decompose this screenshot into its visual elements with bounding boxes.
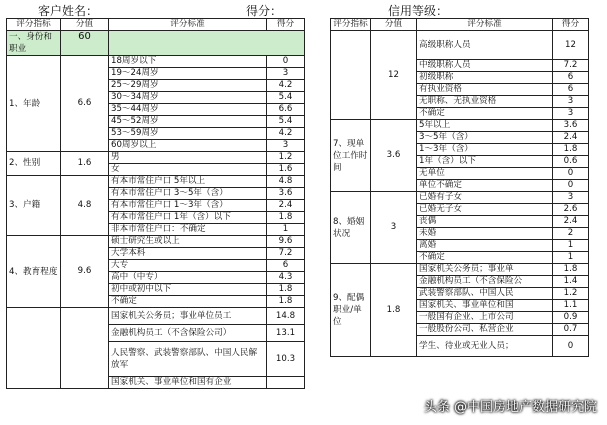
score-cell: 2.4	[267, 200, 305, 212]
standard-cell: 一般股份公司、私营企业	[417, 324, 553, 336]
score-cell: 2	[553, 228, 589, 240]
score-cell: 1.4	[553, 276, 589, 288]
left-header-row	[7, 19, 305, 31]
value-hukou: 4.8	[61, 176, 109, 236]
score-cell: 0	[553, 168, 589, 180]
standard-cell: 3～5年（含）	[417, 132, 553, 144]
score-cell: 7.2	[267, 248, 305, 260]
score-cell: 3	[553, 96, 589, 108]
col-standard: 评分标准	[109, 19, 267, 31]
score-cell: 9.6	[267, 236, 305, 248]
value-age: 6.6	[61, 56, 109, 152]
indicator-job	[7, 308, 61, 389]
score-cell: 4.2	[267, 80, 305, 92]
score-label: 得分：	[246, 4, 283, 18]
score-cell: 4.2	[267, 128, 305, 140]
score-cell: 1.6	[267, 164, 305, 176]
standard-cell: 不确定	[109, 296, 267, 308]
standard-cell: 学生、待业或无业人员；	[417, 336, 553, 357]
col-value: 分值	[61, 19, 109, 31]
standard-cell: 已婚有子女	[417, 192, 553, 204]
col-score: 得分	[553, 19, 589, 31]
col-standard: 评分标准	[417, 19, 553, 31]
standard-cell: 有本市常住户口 1年（含）以下	[109, 212, 267, 224]
score-cell: 1	[553, 252, 589, 264]
category-name: 一、身份和职业	[7, 31, 61, 56]
score-cell: 10.3	[267, 342, 305, 377]
col-indicator: 评分指标	[7, 19, 61, 31]
standard-cell: 18周岁以下	[109, 56, 267, 68]
standard-cell: 国家机关公务员；事业单位员工	[109, 308, 267, 325]
standard-cell: 初中或初中以下	[109, 284, 267, 296]
standard-cell: 不确定	[417, 108, 553, 120]
standard-cell: 已婚无子女	[417, 204, 553, 216]
standard-cell: 有本市常住户口 3～5年（含）	[109, 188, 267, 200]
indicator-worktime: 7、现单位工作时间	[331, 120, 371, 192]
indicator-hukou: 3、户籍	[7, 176, 61, 236]
standard-cell: 初级职称	[417, 72, 553, 84]
table-row	[7, 56, 305, 68]
score-cell: 1.2	[267, 152, 305, 164]
score-cell: 13.1	[267, 325, 305, 342]
table-row	[7, 176, 305, 188]
standard-cell: 高中（中专）	[109, 272, 267, 284]
score-cell: 5.4	[267, 92, 305, 104]
category-row	[7, 31, 305, 56]
score-cell	[267, 377, 305, 389]
standard-cell: 国家机关公务员；事业单	[417, 264, 553, 276]
standard-cell: 大学本科	[109, 248, 267, 260]
indicator-education: 4、教育程度	[7, 236, 61, 308]
category-blank	[109, 31, 305, 56]
score-cell: 1.8	[267, 284, 305, 296]
score-cell: 0	[553, 336, 589, 357]
standard-cell: 35～44周岁	[109, 104, 267, 116]
score-cell: 3	[267, 68, 305, 80]
standard-cell: 无职称、无执业资格	[417, 96, 553, 108]
score-cell: 3.6	[267, 188, 305, 200]
standard-cell: 金融机构员工（不含保险公司）	[109, 325, 267, 342]
standard-cell: 国家机关、事业单位和国有企业	[109, 377, 267, 389]
value-gender: 1.6	[61, 152, 109, 176]
right-header-row	[331, 19, 589, 31]
score-cell: 2.4	[553, 132, 589, 144]
indicator-title	[331, 31, 371, 120]
standard-cell: 19～24周岁	[109, 68, 267, 80]
standard-cell: 25～29周岁	[109, 80, 267, 92]
col-score: 得分	[267, 19, 305, 31]
score-cell: 1.8	[267, 212, 305, 224]
indicator-marriage: 8、婚姻状况	[331, 192, 371, 264]
score-cell: 6	[553, 84, 589, 96]
value-job	[61, 308, 109, 389]
score-cell: 1	[553, 240, 589, 252]
score-cell: 0	[553, 180, 589, 192]
score-cell: 2.6	[553, 204, 589, 216]
score-cell: 4.8	[267, 176, 305, 188]
standard-cell: 45～52周岁	[109, 116, 267, 128]
score-cell: 12	[553, 31, 589, 60]
score-cell: 14.8	[267, 308, 305, 325]
standard-cell: 53～59周岁	[109, 128, 267, 140]
standard-cell: 一般国有企业、上市公司	[417, 312, 553, 324]
standard-cell: 离婚	[417, 240, 553, 252]
standard-cell: 硕士研究生或以上	[109, 236, 267, 248]
score-cell: 3	[553, 108, 589, 120]
table-row	[331, 264, 589, 276]
score-cell: 0.9	[553, 312, 589, 324]
score-cell: 6	[553, 72, 589, 84]
standard-cell: 人民警察、武装警察部队、中国人民解放军	[109, 342, 267, 377]
score-cell: 1.2	[553, 288, 589, 300]
credit-level-label: 信用等级：	[388, 4, 449, 18]
standard-cell: 不确定	[417, 252, 553, 264]
score-cell: 3	[267, 140, 305, 152]
value-marriage: 3	[371, 192, 417, 264]
standard-cell: 高级职称人员	[417, 31, 553, 60]
standard-cell: 有本市常住户口 5年以上	[109, 176, 267, 188]
value-title: 12	[371, 31, 417, 120]
score-cell: 1.8	[267, 296, 305, 308]
score-cell: 0	[267, 56, 305, 68]
standard-cell: 1～3年（含）	[417, 144, 553, 156]
standard-cell: 有本市常住户口 1～3年（含）	[109, 200, 267, 212]
right-score-table	[330, 18, 589, 357]
standard-cell: 未婚	[417, 228, 553, 240]
value-worktime: 3.6	[371, 120, 417, 192]
col-indicator: 评分指标	[331, 19, 371, 31]
col-value: 分值	[371, 19, 417, 31]
indicator-spouse: 9、配偶职业/单位	[331, 264, 371, 357]
standard-cell: 武装警察部队、中国人民	[417, 288, 553, 300]
standard-cell: 大专	[109, 260, 267, 272]
table-row	[7, 236, 305, 248]
standard-cell: 非本市常住户口：不确定	[109, 224, 267, 236]
score-cell: 6	[267, 260, 305, 272]
category-value: 60	[61, 31, 109, 56]
standard-cell: 单位不确定	[417, 180, 553, 192]
score-cell: 1.8	[553, 144, 589, 156]
score-cell: 0.7	[553, 324, 589, 336]
indicator-gender: 2、性别	[7, 152, 61, 176]
standard-cell: 无单位	[417, 168, 553, 180]
score-cell: 1.1	[553, 300, 589, 312]
score-cell: 1	[267, 224, 305, 236]
score-cell: 5.4	[267, 116, 305, 128]
indicator-age: 1、年龄	[7, 56, 61, 152]
table-row	[331, 31, 589, 60]
score-cell: 0.6	[553, 156, 589, 168]
standard-cell: 60周岁以上	[109, 140, 267, 152]
table-row	[331, 120, 589, 132]
score-cell: 6.6	[267, 104, 305, 116]
customer-name-label: 客户姓名：	[38, 4, 99, 18]
score-cell: 3	[553, 192, 589, 204]
standard-cell: 中级职称人员	[417, 60, 553, 72]
value-education: 9.6	[61, 236, 109, 308]
left-score-table	[6, 18, 305, 389]
standard-cell: 女	[109, 164, 267, 176]
score-cell: 2.4	[553, 216, 589, 228]
score-cell: 4.3	[267, 272, 305, 284]
standard-cell: 金融机构员工（不含保险公	[417, 276, 553, 288]
score-cell: 3.6	[553, 120, 589, 132]
table-row	[7, 152, 305, 164]
table-row	[331, 192, 589, 204]
standard-cell: 1年（含）以下	[417, 156, 553, 168]
standard-cell: 国家机关、事业单位和国	[417, 300, 553, 312]
standard-cell: 丧偶	[417, 216, 553, 228]
value-spouse: 1.8	[371, 264, 417, 357]
standard-cell: 有执业资格	[417, 84, 553, 96]
standard-cell: 5年以上	[417, 120, 553, 132]
standard-cell: 男	[109, 152, 267, 164]
score-cell: 1.8	[553, 264, 589, 276]
score-cell: 7.2	[553, 60, 589, 72]
table-row	[7, 308, 305, 325]
watermark-text: 头条 @中国房地产数据研究院	[423, 400, 597, 415]
standard-cell: 30～34周岁	[109, 92, 267, 104]
